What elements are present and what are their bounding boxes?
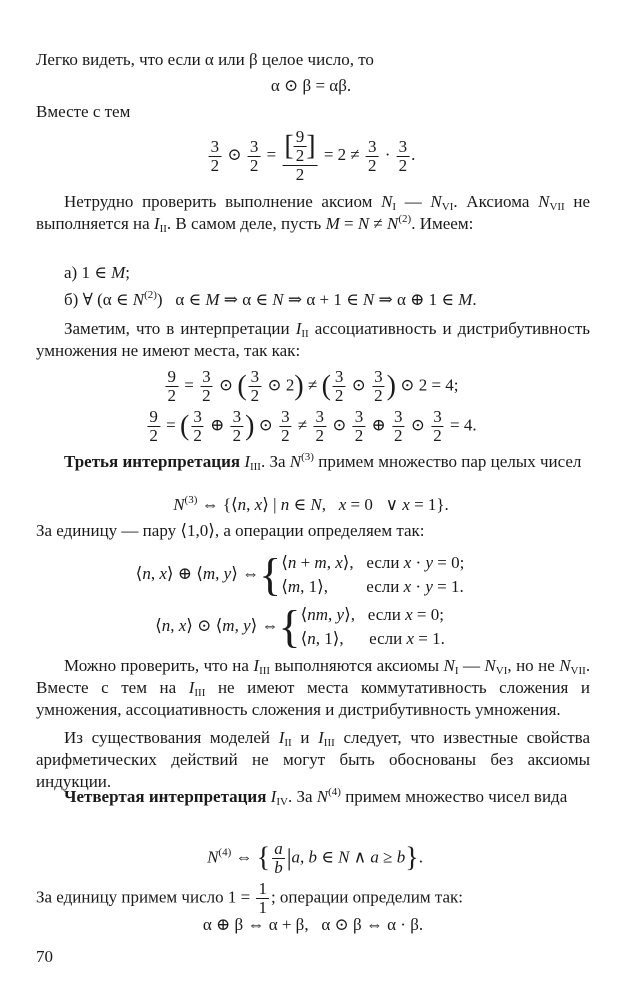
item-a-label: а) (64, 263, 78, 282)
unit-text-2: ; операции определим так: (270, 887, 464, 907)
models-text-3: следует, что известные свойства арифметических действий не могут быть обоснованы без аксиомы индукции. (36, 728, 591, 791)
formula-pair-multiplication: ⟨n, x⟩ ⊙ ⟨m, y⟩ ⇔{⟨nm, y⟩, если x = 0; ⟨n, 1⟩, если x = 1. (155, 601, 445, 652)
associativity-paragraph: Заметим, что в интерпретации $I_{II}$ ассоциативность и дистрибутивность умножения не имеют места, так как: (36, 319, 591, 360)
third-check-paragraph: Можно проверить, что на $I_{III}$ выполняются аксиомы $N_I$ — $N_{VI}$, но не $N_{VII}$. Вместе с тем на $I_{III}$ не имеют места коммутативность сложения и умножения, ассоциативность сложения и дистрибутивность умножения. (36, 656, 591, 719)
fourth-text-1: За (296, 787, 313, 806)
if-word: если (366, 577, 400, 596)
third-interpretation-heading: Третья интерпретация (64, 452, 241, 471)
fourth-interpretation-paragraph: Четвертая интерпретация $I_{IV}$. За $N^{(4)}$ примем множество чисел вида (64, 786, 568, 808)
unit-pair-line: За единицу — пару ⟨1,0⟩, а операции определяем так: (36, 521, 425, 540)
third-text-1: За (269, 452, 286, 471)
formula-three-halves: $\frac{3}{2}$ ⊙ $\frac{3}{2}$ = [ $\frac{9}{2}$ ] 2 = 2 ≠ $\frac{3}{2}$ · $\frac{3}{2}$ . (210, 127, 416, 184)
fourth-text-2: примем множество чисел вида (345, 787, 568, 806)
formula-fourth-ops: α ⊕ β ⇔ α + β, α ⊙ β ⇔ α · β. (202, 915, 424, 934)
formula-n3-def: $N^{(3)}$ ⇔ {⟨n, x⟩ | n ∈ N, x = 0 ∨ x = 1}. (173, 494, 449, 514)
check-text-2: выполняются аксиомы (274, 656, 440, 675)
formula-pair-addition: ⟨n, x⟩ ⊕ ⟨m, y⟩ ⇔{⟨n + m, x⟩, если x · y = 0; ⟨m, 1⟩, если x · y = 1. (135, 549, 465, 600)
models-text-1: Из существования моделей (64, 728, 271, 747)
axioms-text-5: Имеем: (419, 214, 474, 233)
third-text-2: примем множество пар целых чисел (318, 452, 582, 471)
formula-integer-product: α ⊙ β = αβ. (270, 76, 352, 95)
check-text-1: Можно проверить, что на (64, 656, 249, 675)
fourth-unit-line: За единицу примем число 1 = $\frac{1}{1}$ ; операции определим так: (36, 879, 464, 917)
meanwhile-line: Вместе с тем (36, 102, 131, 121)
item-b: б) ∀ (α ∈ $N^{(2)}$) α ∈ M ⇒ α ∈ N ⇒ α + 1 ∈ N ⇒ α ⊕ 1 ∈ M. (64, 289, 477, 309)
axioms-text-4: В самом деле, пусть (175, 214, 322, 233)
axioms-text-2: Аксиома (466, 192, 530, 211)
item-b-label: б) (64, 290, 79, 309)
models-text-2: и (300, 728, 310, 747)
formula-distributivity: $\frac{9}{2}$ = ( $\frac{3}{2}$ ⊕ $\frac{3}{2}$ ) ⊙ $\frac{3}{2}$ ≠ $\frac{3}{2}$ ⊙ $\frac{3}{2}$ ⊕ $\frac{3}{2}$ ⊙ $\frac{3}{2}$ = 4. (149, 407, 477, 445)
axioms-paragraph: Нетрудно проверить выполнение аксиом $N_I$ — $N_{VI}$. Аксиома $N_{VII}$ не выполняется на $I_{II}$. В самом деле, пусть $M = N \ne N^{(2)}$. Имеем: (36, 192, 591, 235)
check-text-4: Вместе с тем на (36, 678, 177, 697)
assoc-text-2: ассоциативность и дистрибутивность умножения не имеют места, так как: (36, 319, 591, 360)
fourth-interpretation-heading: Четвертая интерпретация (64, 787, 267, 806)
page-number: 70 (36, 947, 53, 966)
models-paragraph: Из существования моделей $I_{II}$ и $I_{III}$ следует, что известные свойства арифметических действий не могут быть обоснованы без аксиомы индукции. (36, 728, 591, 791)
unit-text-1: За единицу примем число (36, 887, 224, 907)
formula-assoc-mult: $\frac{9}{2}$ = $\frac{3}{2}$ ⊙ ( $\frac{3}{2}$ ⊙ 2) ≠ ( $\frac{3}{2}$ ⊙ $\frac{3}{2}$ ) ⊙ 2 = 4; (167, 367, 459, 405)
assoc-text-1: Заметим, что в интерпретации (64, 319, 290, 338)
check-text-3: но не (516, 656, 555, 675)
third-interpretation-paragraph: Третья интерпретация $I_{III}$. За $N^{(3)}$ примем множество пар целых чисел (64, 451, 582, 473)
intro-line: Легко видеть, что если α или β целое число, то (36, 50, 374, 69)
if-word: если (366, 553, 400, 572)
axioms-text-1: Нетрудно проверить выполнение аксиом (64, 192, 373, 211)
if-word: если (369, 629, 403, 648)
formula-n4-def: $N^{(4)}$ ⇔ { $\frac{a}{b}$ |a, b ∈ N ∧ a ≥ b}. (207, 839, 423, 877)
if-word: если (367, 605, 401, 624)
axioms-text-3: не выполняется на (36, 192, 591, 233)
item-a: а) 1 ∈ M; (64, 263, 130, 282)
check-text-5: не имеют места коммутативность сложения и умножения, ассоциативность сложения и дистрибутивность умножения. (36, 678, 591, 719)
